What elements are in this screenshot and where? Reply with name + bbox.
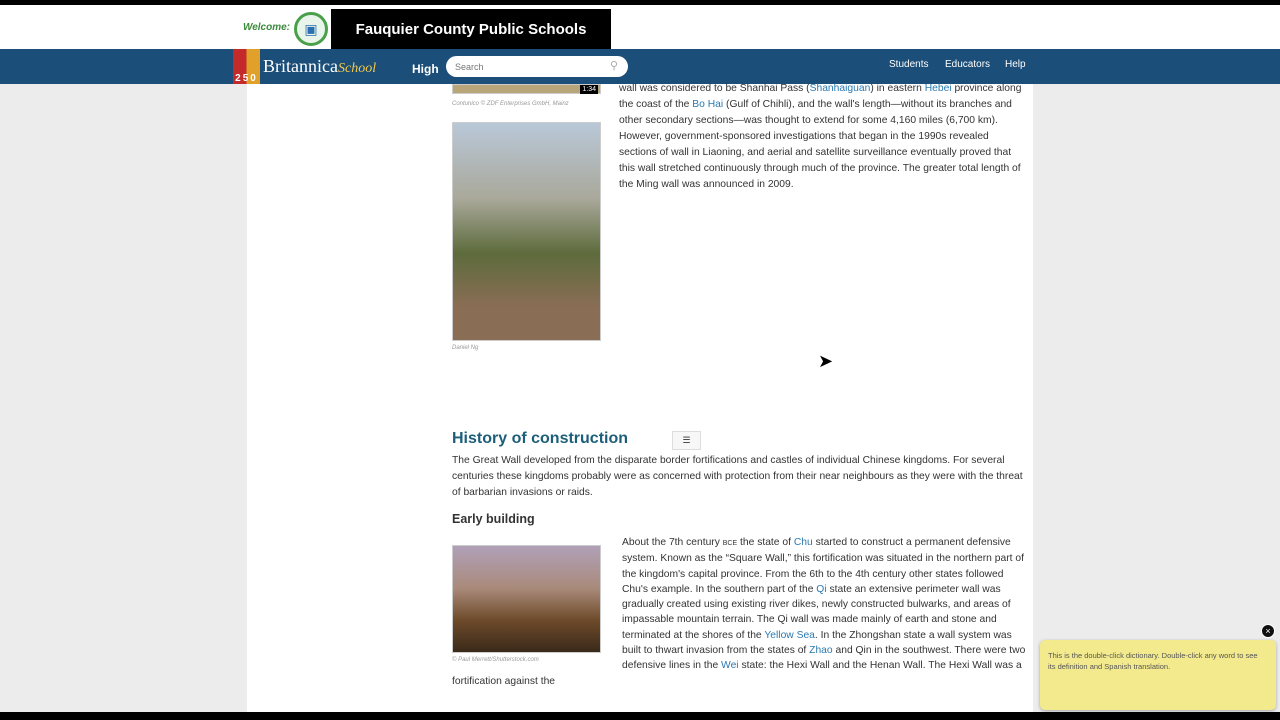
- level-label: High: [412, 62, 439, 76]
- article-paragraph: [452, 453, 1026, 501]
- anniversary-logo: 250: [233, 49, 260, 84]
- subsection-heading: Early building: [452, 512, 535, 526]
- article-text: state: the Hexi Wall and the Henan Wall. The Hexi Wall was a fortification against the: [452, 660, 1022, 687]
- article-text: defensive lines in the: [622, 660, 722, 672]
- article-text: ) in eastern: [870, 83, 925, 94]
- school-seal-icon: ▣: [294, 12, 328, 46]
- bottom-bar: [0, 712, 1280, 720]
- dictionary-tooltip: [1040, 640, 1276, 710]
- search-input[interactable]: [446, 56, 628, 77]
- article-text: (Gulf of Chihli), and the wall's length—without its branches and other secondary sections—was thought to extend for some 4,160 miles (6,700 km). However, government-sponsored investigations that began in the 1990s revealed sections of wall in Liaoning, and aerial and satellite surveillance eventually proved that this wall stretched continuously through much of the province. The greater total length of the Ming wall was announced in 2009.: [619, 99, 1021, 190]
- article-text: state an extensive perimeter wall was gradually created using existing river dikes, newly constructed bulwarks, and areas of impassable mountain terrain. The Qi wall was made mainly of earth and stone and terminated at the shores of the: [622, 583, 1011, 641]
- article-text: . In the Zhongshan state a wall system was built to thwart invasion from the states of: [622, 629, 1012, 657]
- mouse-cursor-icon: ➤: [818, 351, 834, 371]
- nav-bar: [0, 49, 1280, 84]
- article-link[interactable]: Zhao: [809, 645, 833, 657]
- school-name: Fauquier County Public Schools: [331, 9, 611, 49]
- image-float-space: [452, 535, 622, 669]
- welcome-label: Welcome:: [242, 22, 290, 33]
- britannica-logo[interactable]: [263, 56, 376, 77]
- brand-sub: School: [337, 61, 377, 76]
- video-thumbnail[interactable]: [452, 84, 601, 94]
- great-wall-tower-image[interactable]: [452, 122, 601, 341]
- article-text: wall was considered to be Shanhai Pass (: [619, 83, 810, 94]
- article-text: The Great Wall developed from the disparate border fortifications and castles of individual Chinese kingdoms. For several centuries these kingdoms probably were as concerned with protection from their near neighbours as they were with the threat of barbarian invasions or raids.: [452, 455, 1023, 498]
- close-icon[interactable]: ×: [1261, 624, 1275, 638]
- article-text: About the 7th century: [622, 537, 723, 548]
- article-link[interactable]: Bo Hai: [692, 99, 724, 110]
- article-link[interactable]: Qi: [816, 583, 827, 595]
- early-building-text: [452, 535, 1026, 689]
- article-text: the state of: [737, 537, 794, 548]
- article-link[interactable]: Wei: [721, 660, 739, 672]
- article-text: province along the coast of the: [619, 83, 1022, 110]
- article-link[interactable]: Chu: [793, 537, 813, 548]
- article-text: and Qin in the southwest. There were two: [832, 645, 1026, 657]
- school-header: [0, 5, 1280, 49]
- search-icon[interactable]: ⚲: [610, 60, 619, 72]
- video-duration: 1:34: [582, 86, 596, 93]
- nav-students[interactable]: Students: [889, 59, 929, 70]
- media-caption: © Paul Merrett/Shutterstock.com: [452, 657, 539, 663]
- article-text: started to construct a permanent defensive system. Known as the “Square Wall,” this fortification was situated in the northern part of the kingdom's capital province. From the 6th to the 4th century other states followed Chu's example. In the southern part of the: [622, 537, 1024, 595]
- article-link[interactable]: Shanhaiguan: [809, 83, 871, 94]
- media-caption: Daniel Ng: [452, 345, 479, 351]
- article-link[interactable]: Yellow Sea: [764, 629, 815, 641]
- list-icon[interactable]: ☰: [672, 431, 701, 450]
- brand-text: Britannica: [263, 56, 338, 76]
- media-caption: Contunico © ZDF Enterprises GmbH, Mainz: [452, 101, 569, 107]
- article-paragraph: [619, 81, 1024, 193]
- nav-educators[interactable]: Educators: [945, 59, 991, 70]
- tooltip-text: This is the double-click dictionary. Double-click any word to see its definition and Spanish translation.: [1048, 651, 1258, 671]
- article-link[interactable]: Hebei: [924, 83, 952, 94]
- article-text: BCE: [722, 540, 738, 547]
- section-heading: History of construction: [452, 430, 629, 447]
- nav-help[interactable]: Help: [1005, 59, 1026, 70]
